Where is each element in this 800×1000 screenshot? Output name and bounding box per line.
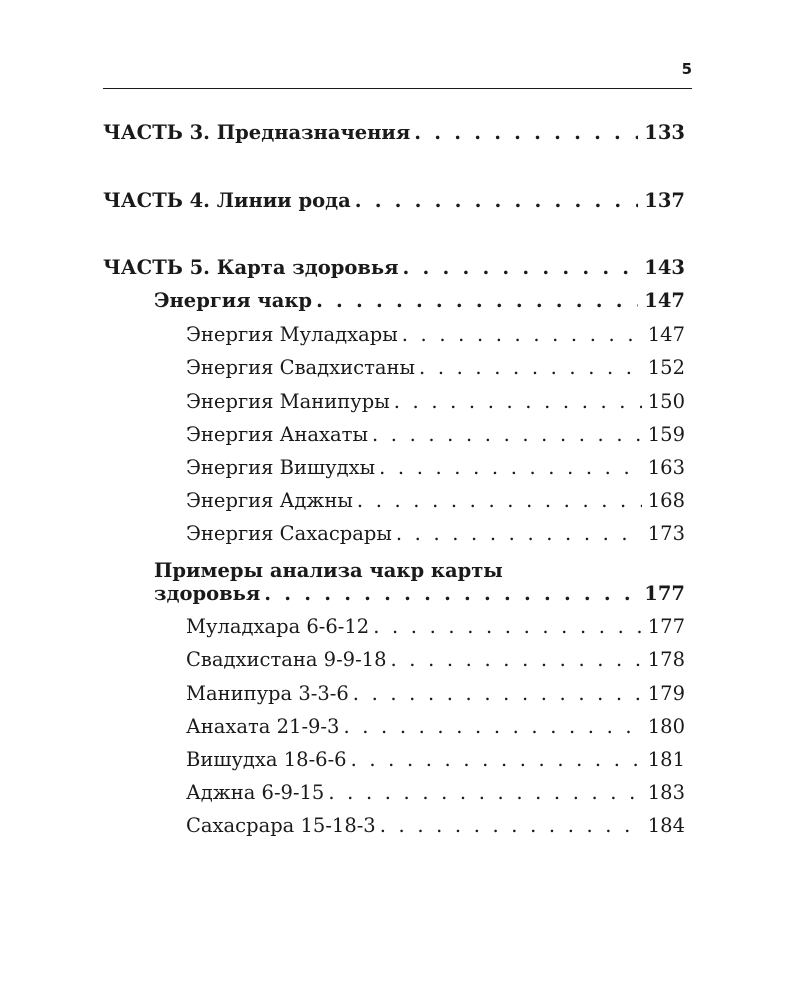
- toc-entry-anahata-example[interactable]: [186, 715, 685, 739]
- toc-entry-title: Свадхистана 9-9-18: [186, 648, 387, 671]
- dot-leader: [316, 289, 638, 313]
- dot-leader: [373, 615, 642, 639]
- toc-entry-sahasrara-energy[interactable]: [186, 522, 685, 546]
- toc-entry-page: 177: [644, 582, 685, 605]
- toc-entry-title: Энергия Манипуры: [186, 390, 390, 413]
- header-rule: [103, 88, 692, 89]
- toc-entry-examples-title-line1[interactable]: Примеры анализа чакр карты: [154, 559, 503, 582]
- toc-entry-title: Сахасрара 15-18-3: [186, 814, 376, 837]
- toc-entry-title: ЧАСТЬ 3. Предназначения: [103, 121, 411, 144]
- toc-entry-title: Вишудха 18-6-6: [186, 748, 347, 771]
- dot-leader: [343, 715, 641, 739]
- dot-leader: [264, 582, 638, 606]
- toc-entry-page: 178: [647, 648, 685, 671]
- dot-leader: [357, 489, 642, 513]
- toc-entry-examples[interactable]: [154, 582, 685, 606]
- toc-entry-title: Аджна 6-9-15: [186, 781, 325, 804]
- toc-entry-part-5[interactable]: [103, 256, 685, 280]
- toc-entry-vishuddha-example[interactable]: [186, 748, 685, 772]
- toc-entry-title: ЧАСТЬ 4. Линии рода: [103, 189, 351, 212]
- toc-entry-page: 181: [647, 748, 685, 771]
- toc-entry-page: 183: [647, 781, 685, 804]
- dot-leader: [403, 256, 639, 280]
- dot-leader: [355, 189, 639, 213]
- toc-entry-title: Манипура 3-3-6: [186, 682, 349, 705]
- toc-entry-title: Энергия Анахаты: [186, 423, 368, 446]
- toc-entry-ajna-example[interactable]: [186, 781, 685, 805]
- toc-entry-page: 147: [644, 289, 685, 312]
- toc-entry-svadhisthana-example[interactable]: [186, 648, 685, 672]
- toc-entry-page: 184: [647, 814, 685, 837]
- dot-leader: [402, 323, 642, 347]
- toc-entry-part-3[interactable]: [103, 121, 685, 145]
- dot-leader: [380, 814, 642, 838]
- toc-entry-title: ЧАСТЬ 5. Карта здоровья: [103, 256, 399, 279]
- toc-entry-page: 133: [644, 121, 685, 144]
- toc-entry-chakra-energy[interactable]: [154, 289, 685, 313]
- toc-entry-title: Энергия Сахасрары: [186, 522, 392, 545]
- toc-entry-title: Энергия Аджны: [186, 489, 353, 512]
- toc-entry-svadhisthana-energy[interactable]: [186, 356, 685, 380]
- dot-leader: [414, 121, 638, 145]
- toc-entry-page: 177: [647, 615, 685, 638]
- toc-entry-page: 137: [644, 189, 685, 212]
- dot-leader: [390, 648, 641, 672]
- page-number: 5: [681, 60, 692, 78]
- toc-entry-page: 173: [647, 522, 685, 545]
- dot-leader: [353, 682, 642, 706]
- toc-entry-vishuddha-energy[interactable]: [186, 456, 685, 480]
- toc-entry-page: 179: [647, 682, 685, 705]
- toc-entry-page: 143: [644, 256, 685, 279]
- dot-leader: [351, 748, 642, 772]
- toc-entry-anahata-energy[interactable]: [186, 423, 685, 447]
- toc-entry-page: 180: [647, 715, 685, 738]
- toc-entry-page: 147: [647, 323, 685, 346]
- toc-entry-sahasrara-example[interactable]: [186, 814, 685, 838]
- dot-leader: [396, 522, 642, 546]
- toc-entry-title: Энергия Свадхистаны: [186, 356, 416, 379]
- toc-entry-title: Энергия Муладхары: [186, 323, 398, 346]
- toc-entry-muladhara-energy[interactable]: [186, 323, 685, 347]
- toc-entry-page: 159: [647, 423, 685, 446]
- toc-entry-page: 163: [647, 456, 685, 479]
- toc-entry-title: здоровья: [154, 582, 261, 605]
- toc-entry-manipura-energy[interactable]: [186, 390, 685, 414]
- toc-entry-ajna-energy[interactable]: [186, 489, 685, 513]
- toc-entry-title: Муладхара 6-6-12: [186, 615, 370, 638]
- toc-entry-page: 168: [647, 489, 685, 512]
- toc-entry-title: Анахата 21-9-3: [186, 715, 340, 738]
- dot-leader: [328, 781, 641, 805]
- toc-entry-page: 150: [647, 390, 685, 413]
- dot-leader: [394, 390, 642, 414]
- toc-entry-title: Энергия чакр: [154, 289, 313, 312]
- dot-leader: [379, 456, 642, 480]
- toc-entry-part-4[interactable]: [103, 189, 685, 213]
- toc-entry-page: 152: [647, 356, 685, 379]
- toc-entry-muladhara-example[interactable]: [186, 615, 685, 639]
- dot-leader: [419, 356, 642, 380]
- dot-leader: [372, 423, 642, 447]
- toc-entry-title: Энергия Вишудхы: [186, 456, 376, 479]
- toc-entry-manipura-example[interactable]: [186, 682, 685, 706]
